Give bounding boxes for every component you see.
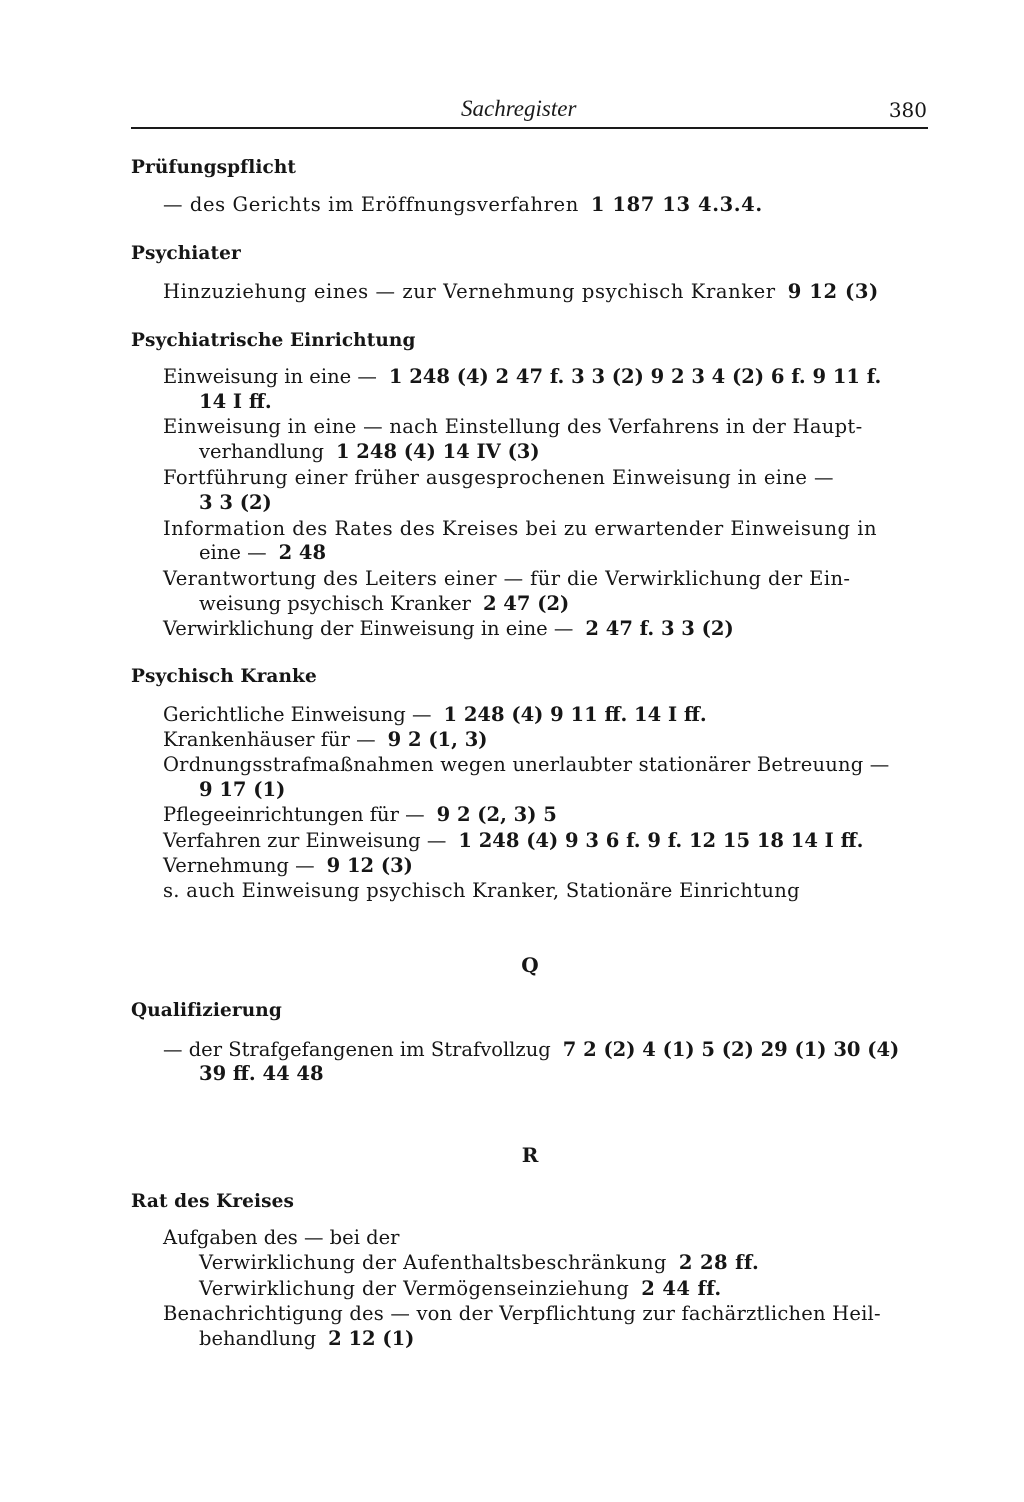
index-entry: Pflegeeinrichtungen für — 9 2 (2, 3) 5 <box>163 803 557 826</box>
index-entry: Verwirklichung der Einweisung in eine — 2 47 f. 3 3 (2) <box>163 617 734 640</box>
index-entry: Krankenhäuser für — 9 2 (1, 3) <box>163 728 488 751</box>
entry-reference: 7 2 (2) 4 (1) 5 (2) 29 (1) 30 (4) <box>562 1038 900 1061</box>
index-subentry: Verwirklichung der Aufenthaltsbeschränkung 2 28 ff. <box>199 1251 760 1274</box>
index-heading: Rat des Kreises <box>131 1191 295 1212</box>
index-entry-continuation: behandlung 2 12 (1) <box>199 1327 415 1350</box>
entry-reference: 2 12 (1) <box>328 1327 415 1350</box>
entry-reference: 2 47 (2) <box>482 592 570 615</box>
index-cross-reference: s. auch Einweisung psychisch Kranker, Stationäre Einrichtung <box>163 879 800 902</box>
index-entry: Einweisung in eine — nach Einstellung des Verfahrens in der Haupt- <box>163 415 863 438</box>
running-header-title: Sachregister <box>461 96 577 121</box>
index-subentry: Verwirklichung der Vermögenseinziehung 2 44 ff. <box>199 1277 722 1300</box>
index-entry-continuation: eine — 2 48 <box>199 541 327 564</box>
index-entry: Aufgaben des — bei der <box>163 1226 400 1249</box>
entry-reference: 39 ff. 44 48 <box>199 1062 324 1085</box>
entry-reference: 9 17 (1) <box>199 778 286 801</box>
index-entry: Gerichtliche Einweisung — 1 248 (4) 9 11 ff. 14 I ff. <box>163 703 707 726</box>
index-heading: Psychiatrische Einrichtung <box>131 330 416 351</box>
entry-reference: 1 248 (4) 9 3 6 f. 9 f. 12 15 18 14 I ff. <box>458 829 864 852</box>
index-entry: — der Strafgefangenen im Strafvollzug 7 2 (2) 4 (1) 5 (2) 29 (1) 30 (4) <box>163 1038 900 1061</box>
page-number: 380 <box>888 98 927 122</box>
index-entry: Benachrichtigung des — von der Verpflichtung zur fachärztlichen Heil- <box>163 1302 881 1325</box>
index-entry: Verantwortung des Leiters einer — für die Verwirklichung der Ein- <box>163 567 851 590</box>
entry-reference: 9 2 (1, 3) <box>387 728 488 751</box>
header-rule <box>131 127 928 129</box>
index-entry-continuation: weisung psychisch Kranker 2 47 (2) <box>199 592 570 615</box>
section-letter-r: R <box>521 1143 539 1167</box>
entry-reference: 9 12 (3) <box>326 854 413 877</box>
index-entry: Vernehmung — 9 12 (3) <box>163 854 413 877</box>
entry-reference: 9 2 (2, 3) 5 <box>436 803 557 826</box>
entry-reference: 1 248 (4) 9 11 ff. 14 I ff. <box>443 703 707 726</box>
index-entry: Ordnungsstrafmaßnahmen wegen unerlaubter stationärer Betreuung — <box>163 753 890 776</box>
entry-reference: 2 47 f. 3 3 (2) <box>585 617 734 640</box>
index-entry: Hinzuziehung eines — zur Vernehmung psychisch Kranker 9 12 (3) <box>163 280 879 303</box>
entry-reference: 1 248 (4) 14 IV (3) <box>335 440 540 463</box>
index-entry-continuation: verhandlung 1 248 (4) 14 IV (3) <box>199 440 540 463</box>
entry-reference: 14 I ff. <box>199 390 272 413</box>
section-letter-q: Q <box>521 953 539 977</box>
index-entry: Fortführung einer früher ausgesprochenen Einweisung in eine — <box>163 466 834 489</box>
entry-reference: 2 44 ff. <box>641 1277 722 1300</box>
index-entry: Einweisung in eine — 1 248 (4) 2 47 f. 3 3 (2) 9 2 3 4 (2) 6 f. 9 11 f. <box>163 365 882 388</box>
index-heading: Psychisch Kranke <box>131 666 317 687</box>
entry-reference: 1 187 13 4.3.4. <box>590 193 763 216</box>
index-heading: Prüfungspflicht <box>131 157 297 178</box>
index-heading: Psychiater <box>131 243 241 264</box>
entry-reference: 1 248 (4) 2 47 f. 3 3 (2) 9 2 3 4 (2) 6 f. 9 11 f. <box>388 365 882 388</box>
entry-reference: 2 28 ff. <box>678 1251 760 1274</box>
index-entry: Verfahren zur Einweisung — 1 248 (4) 9 3 6 f. 9 f. 12 15 18 14 I ff. <box>163 829 864 852</box>
entry-reference: 3 3 (2) <box>199 491 272 514</box>
entry-reference: 9 12 (3) <box>787 280 879 303</box>
index-entry: — des Gerichts im Eröffnungsverfahren 1 187 13 4.3.4. <box>163 193 763 216</box>
index-heading: Qualifizierung <box>131 1000 282 1021</box>
index-entry: Information des Rates des Kreises bei zu erwartender Einweisung in <box>163 517 878 540</box>
entry-reference: 2 48 <box>278 541 327 564</box>
